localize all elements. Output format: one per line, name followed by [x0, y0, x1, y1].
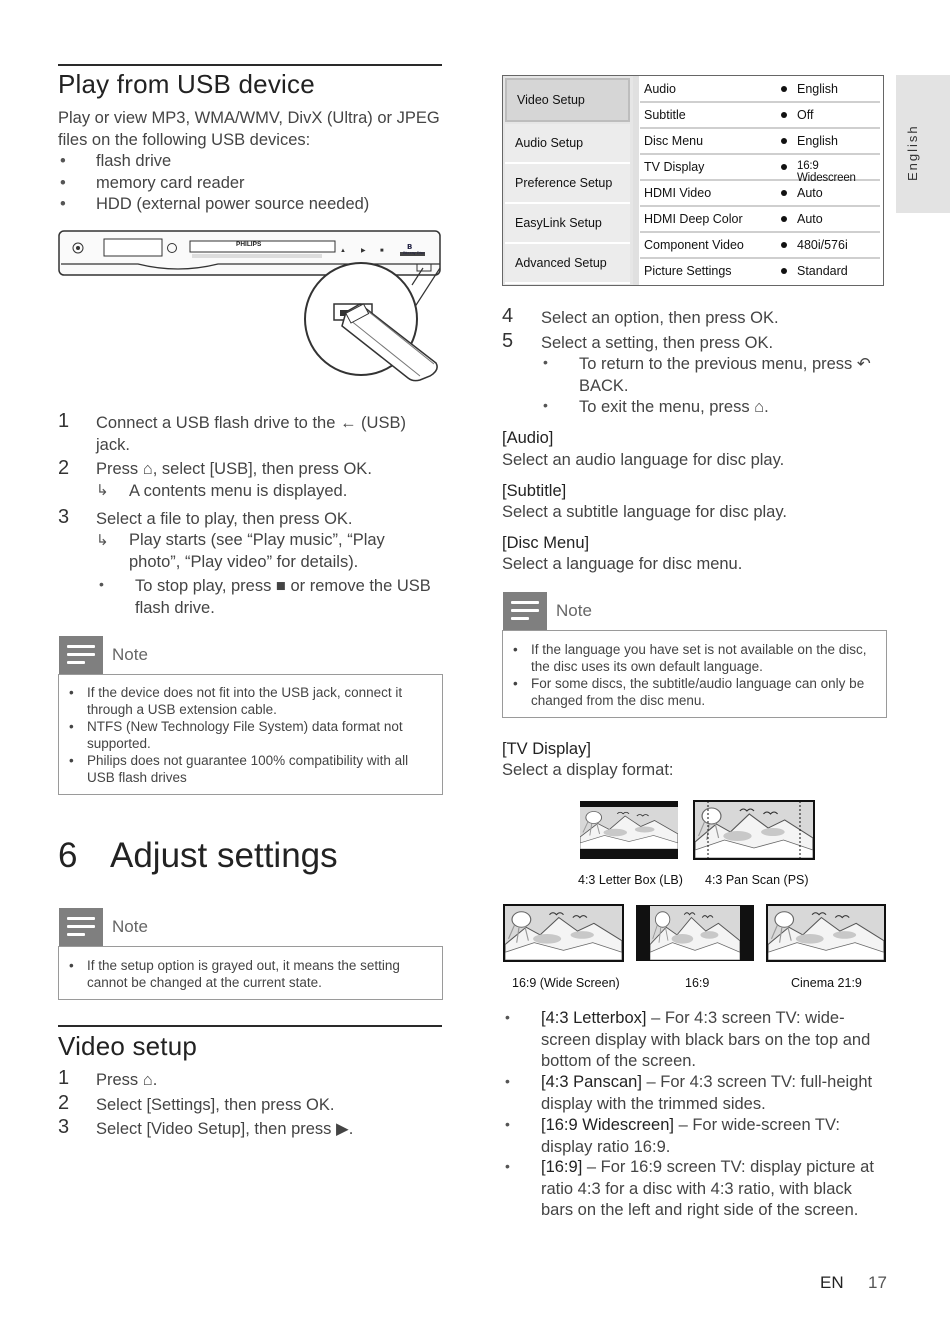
- menu-category-video-setup[interactable]: Video Setup: [505, 78, 630, 122]
- format-caption-169: 16:9: [685, 976, 710, 990]
- menu-row-hdmi-deep-color[interactable]: [640, 207, 880, 233]
- step-number: 2: [58, 457, 70, 479]
- note-title: Note: [556, 601, 592, 620]
- option-subtitle-desc: Select a subtitle language for disc play.: [502, 503, 787, 521]
- radio-dot-icon: [781, 242, 787, 248]
- bullet-icon: •: [505, 1158, 510, 1174]
- usb-intro: Play or view MP3, WMA/WMV, DivX (Ultra) or JPEG files on the following USB devices:: [58, 109, 440, 149]
- player-usb-illustration: [58, 228, 444, 388]
- menu-category-advanced-setup[interactable]: Advanced Setup: [505, 244, 630, 284]
- menu-row-key: Audio: [644, 82, 676, 96]
- usb-device-list: [58, 151, 442, 216]
- option-disc-menu-desc: Select a language for disc menu.: [502, 555, 743, 573]
- format-caption-panscan: 4:3 Pan Scan (PS): [705, 873, 809, 887]
- note-item: • NTFS (New Technology File System) data format not supported.: [59, 718, 419, 752]
- radio-dot-icon: [781, 216, 787, 222]
- menu-row-audio[interactable]: [640, 77, 880, 103]
- result-arrow-icon: ↳: [96, 532, 109, 549]
- bullet-icon: •: [543, 397, 548, 413]
- step-5-bullet-exit: To exit the menu, press ⌂.: [579, 398, 769, 416]
- note-item: • If the language you have set is not available on the disc, the disc uses its own default language.: [503, 641, 868, 675]
- bullet-icon: •: [99, 576, 104, 592]
- menu-row-key: Subtitle: [644, 108, 686, 122]
- menu-row-key: HDMI Video: [644, 186, 712, 200]
- option-tv-display-desc: Select a display format:: [502, 761, 674, 779]
- radio-dot-icon: [781, 268, 787, 274]
- menu-row-key: Disc Menu: [644, 134, 704, 148]
- step-number: 5: [502, 330, 514, 352]
- language-tab-label: English: [905, 124, 920, 181]
- menu-row-value: Auto: [797, 186, 823, 200]
- option-disc-menu-head: [Disc Menu]: [502, 534, 590, 552]
- step-number: 1: [58, 1067, 70, 1089]
- option-tv-display-head: [TV Display]: [502, 740, 591, 758]
- radio-dot-icon: [781, 86, 787, 92]
- menu-divider: [633, 76, 639, 285]
- usb-section-title: Play from USB device: [58, 69, 315, 99]
- menu-row-value: 480i/576i: [797, 238, 848, 252]
- menu-row-picture-settings[interactable]: [640, 259, 880, 285]
- svg-text:B: B: [407, 243, 413, 251]
- step-number: 3: [58, 1116, 70, 1138]
- menu-step-5: Select a setting, then press OK.: [541, 334, 774, 352]
- video-step-2: Select [Settings], then press OK.: [96, 1096, 335, 1114]
- menu-category-easylink-setup[interactable]: EasyLink Setup: [505, 204, 630, 244]
- display-format-illustrations: [500, 798, 890, 966]
- menu-row-tv-display[interactable]: [640, 155, 880, 184]
- result-arrow-icon: ↳: [96, 482, 109, 499]
- menu-row-hdmi-video[interactable]: [640, 181, 880, 207]
- menu-row-key: Component Video: [644, 238, 744, 252]
- usb-step-3-result: Play starts (see “Play music”, “Play photo”, “Play video” for details).: [129, 531, 385, 571]
- menu-row-subtitle[interactable]: [640, 103, 880, 129]
- menu-row-value: English: [797, 82, 838, 96]
- menu-row-value: 16:9 Widescreen: [797, 160, 856, 184]
- bullet-icon: •: [505, 1073, 510, 1089]
- format-caption-widescreen: 16:9 (Wide Screen): [512, 976, 620, 990]
- note-item: • For some discs, the subtitle/audio language can only be changed from the disc menu.: [503, 675, 868, 709]
- language-tab: [896, 75, 950, 213]
- menu-row-value: Auto: [797, 212, 823, 226]
- svg-text:■: ■: [380, 248, 384, 254]
- usb-step-2: Press ⌂, select [USB], then press OK.: [96, 460, 372, 478]
- step-number: 1: [58, 410, 70, 432]
- bullet-icon: •: [505, 1116, 510, 1132]
- list-item: • flash drive: [58, 151, 442, 173]
- list-item: • HDD (external power source needed): [58, 194, 442, 216]
- usb-step-3-bullet: To stop play, press ■ or remove the USB flash drive.: [135, 577, 431, 617]
- menu-row-disc-menu[interactable]: [640, 129, 880, 155]
- radio-dot-icon: [781, 190, 787, 196]
- option-audio-head: [Audio]: [502, 429, 554, 447]
- svg-text:▶: ▶: [361, 248, 366, 254]
- format-desc-letterbox: [4:3 Letterbox] – For 4:3 screen TV: wide-screen display with black bars on the top and bottom of the screen.: [541, 1009, 871, 1070]
- video-step-1: Press ⌂.: [96, 1071, 158, 1089]
- menu-row-component-video[interactable]: [640, 233, 880, 259]
- step-5-bullet-back: To return to the previous menu, press ↶ BACK.: [579, 355, 871, 395]
- section-rule: [58, 1025, 442, 1027]
- player-logo: Blu-ray Disc: [403, 250, 425, 255]
- menu-category-audio-setup[interactable]: Audio Setup: [505, 124, 630, 164]
- step-number: 2: [58, 1092, 70, 1114]
- menu-category-preference-setup[interactable]: Preference Setup: [505, 164, 630, 204]
- chapter-number: 6: [58, 836, 78, 875]
- radio-dot-icon: [781, 112, 787, 118]
- note-title: Note: [112, 645, 148, 664]
- format-desc-panscan: [4:3 Panscan] – For 4:3 screen TV: full-height display with the trimmed sides.: [541, 1073, 873, 1113]
- chapter-title: Adjust settings: [110, 836, 338, 875]
- radio-dot-icon: [781, 138, 787, 144]
- video-setup-menu: [502, 75, 884, 286]
- menu-row-key: HDMI Deep Color: [644, 212, 743, 226]
- bullet-icon: •: [505, 1009, 510, 1025]
- menu-category-panel: [503, 76, 633, 285]
- menu-row-value: English: [797, 134, 838, 148]
- note-box: [58, 946, 443, 1000]
- option-audio-desc: Select an audio language for disc play.: [502, 451, 785, 469]
- menu-row-key: TV Display: [644, 160, 705, 174]
- page-number: 17: [868, 1273, 887, 1292]
- note-icon: [503, 592, 547, 630]
- menu-row-key: Picture Settings: [644, 264, 732, 278]
- note-item: • Philips does not guarantee 100% compatibility with all USB flash drives: [59, 752, 419, 786]
- radio-dot-icon: [781, 164, 787, 170]
- bullet-icon: •: [543, 354, 548, 370]
- menu-step-4: Select an option, then press OK.: [541, 309, 779, 327]
- usb-step-2-result: A contents menu is displayed.: [129, 482, 348, 500]
- menu-row-value: Off: [797, 108, 814, 122]
- step-number: 3: [58, 506, 70, 528]
- format-desc-169: [16:9] – For 16:9 screen TV: display picture at ratio 4:3 for a disc with 4:3 ratio, with black bars on the left and right side of the screen.: [541, 1158, 874, 1219]
- list-item: • memory card reader: [58, 173, 442, 195]
- video-setup-title: Video setup: [58, 1031, 198, 1061]
- usb-step-1: Connect a USB flash drive to the ← (USB) jack.: [96, 414, 406, 454]
- note-box: [502, 630, 887, 718]
- note-icon: [59, 908, 103, 946]
- video-step-3: Select [Video Setup], then press ▶.: [96, 1120, 354, 1138]
- format-caption-cinema: Cinema 21:9: [791, 976, 862, 990]
- note-item: • If the device does not fit into the USB jack, connect it through a USB extension cable.: [59, 684, 419, 718]
- svg-text:▲: ▲: [340, 248, 346, 254]
- format-desc-widescreen: [16:9 Widescreen] – For wide-screen TV: display ratio 16:9.: [541, 1116, 840, 1156]
- player-brand: PHILIPS: [236, 241, 262, 248]
- format-caption-letterbox: 4:3 Letter Box (LB): [578, 873, 683, 887]
- step-number: 4: [502, 305, 514, 327]
- option-subtitle-head: [Subtitle]: [502, 482, 567, 500]
- note-item: • If the setup option is grayed out, it means the setting cannot be changed at the current state.: [59, 957, 409, 991]
- note-box: [58, 674, 443, 795]
- usb-step-3: Select a file to play, then press OK.: [96, 510, 353, 528]
- section-rule: [58, 64, 442, 66]
- note-title: Note: [112, 917, 148, 936]
- note-icon: [59, 636, 103, 674]
- menu-row-value: Standard: [797, 264, 848, 278]
- footer-language: EN: [820, 1273, 844, 1292]
